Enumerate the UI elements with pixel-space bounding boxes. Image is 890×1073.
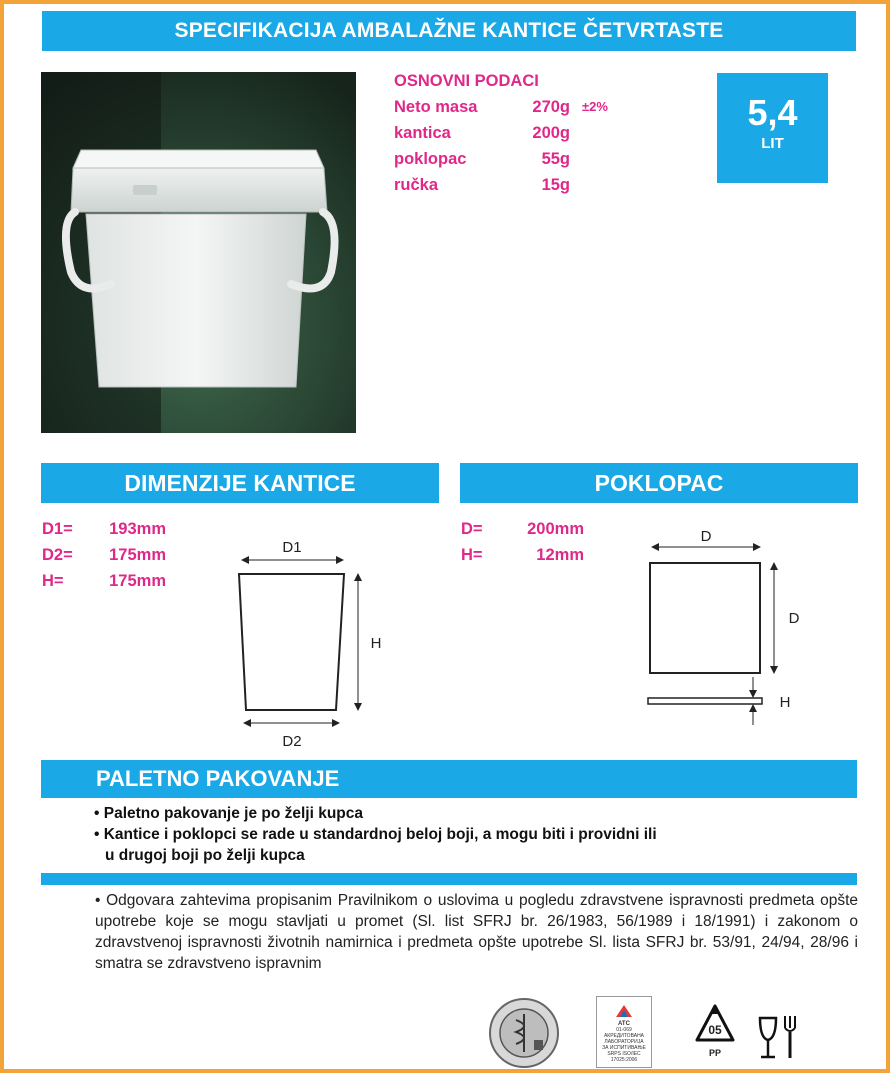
basic-label: poklopac (394, 150, 467, 168)
dimension-label: D2= (42, 546, 73, 564)
ats-line: ЗА ИСПИТИВАЊЕ (602, 1045, 646, 1051)
pallet-item: u drugoj boji po želji kupca (105, 847, 305, 864)
lid-side-outline (648, 698, 762, 704)
lid-h-label: H (779, 694, 791, 711)
lid-dimension-row (461, 516, 584, 542)
page-title: SPECIFIKACIJA AMBALAŽNE KANTICE ČETVRTASTE (42, 11, 856, 51)
basic-data-panel (394, 68, 608, 198)
ats-accreditation-logo (596, 996, 652, 1068)
dimension-value: 200mm (527, 520, 584, 538)
dimensions-title: DIMENZIJE KANTICE (41, 463, 439, 503)
product-photo (41, 72, 356, 433)
basic-row-handle (394, 172, 570, 198)
lid-title: POKLOPAC (460, 463, 858, 503)
dimension-row (42, 542, 166, 568)
dimension-value: 175mm (109, 572, 166, 590)
bucket-illustration (41, 72, 356, 433)
recycle-pp-icon (690, 996, 740, 1068)
d1-label: D1 (282, 539, 302, 556)
basic-value: 270g (532, 98, 570, 116)
lid-depth-label: D (788, 610, 800, 627)
dimension-row (42, 516, 166, 542)
dimension-value: 193mm (109, 520, 166, 538)
ats-mark-icon (613, 1003, 635, 1019)
volume-unit: LIT (761, 135, 784, 152)
recycle-material: PP (708, 1048, 722, 1058)
basic-value: 200g (532, 124, 570, 142)
basic-row-net-mass (394, 94, 608, 120)
ats-line: ЛАБОРАТОРИЈА (604, 1039, 644, 1045)
pallet-item: • Kantice i poklopci se rade u standardnoj beloj boji, a mogu biti i providni ili (94, 826, 657, 843)
ats-line: SRPS ISO/IEC 17025:2006 (607, 1051, 641, 1063)
dimension-value: 175mm (109, 546, 166, 564)
pallet-item: • Paletno pakovanje je po želji kupca (94, 805, 364, 822)
volume-badge (717, 73, 828, 183)
pallet-title: PALETNO PAKOVANJE (41, 760, 857, 798)
basic-label: ručka (394, 176, 439, 194)
basic-row-bucket (394, 120, 570, 146)
dimension-value: 12mm (536, 546, 584, 564)
dimension-label: H= (42, 572, 64, 590)
lid-top-outline (650, 563, 760, 673)
section-divider (41, 873, 857, 885)
ats-number: 01-069 (616, 1027, 632, 1033)
lid-dimension-diagram (640, 525, 810, 735)
recycle-code: 05 (708, 1023, 722, 1037)
basic-value: 15g (541, 176, 570, 194)
bucket-dimensions-list (42, 516, 166, 594)
basic-data-heading: OSNOVNI PODACI (394, 72, 539, 90)
health-institute-seal-icon (486, 996, 562, 1068)
basic-label: kantica (394, 124, 451, 142)
basic-row-lid (394, 146, 570, 172)
lid-width-label: D (700, 528, 712, 545)
lid-dimensions-list (461, 516, 584, 568)
basic-label: Neto masa (394, 98, 478, 116)
ats-line: АКРЕДИТОВАНА (603, 1033, 645, 1039)
basic-tolerance: ±2% (582, 99, 608, 114)
compliance-note: • Odgovara zahtevima propisanim Pravilnikom o uslovima u pogledu zdravstvene ispravnosti predmeta opšte upotrebe koje se mogu stavljati u promet (Sl. list SFRJ br. 26/1983, 56/1989 i 18/1991) i zakonom o zdravstvenoj ispravnosti životnih namirnica i predmeta opšte upotrebe Sl. lista SFRJ br. 53/91, 24/94, 28/96 i smatra se zdravstveno ispravnim (95, 892, 858, 972)
dimension-label: H= (461, 546, 483, 564)
dimension-label: D= (461, 520, 483, 538)
lid-dimension-row (461, 542, 584, 568)
d2-label: D2 (282, 733, 302, 750)
bucket-dimension-diagram (230, 530, 390, 755)
dimension-label: D1= (42, 520, 73, 538)
pallet-list (94, 803, 657, 866)
h-label: H (370, 635, 382, 652)
volume-value: 5,4 (747, 92, 798, 133)
bucket-outline (239, 574, 344, 710)
dimension-row (42, 568, 166, 594)
ats-code: ATC (618, 1021, 630, 1027)
basic-value: 55g (541, 150, 570, 168)
food-safe-glass-fork-icon (754, 996, 804, 1068)
